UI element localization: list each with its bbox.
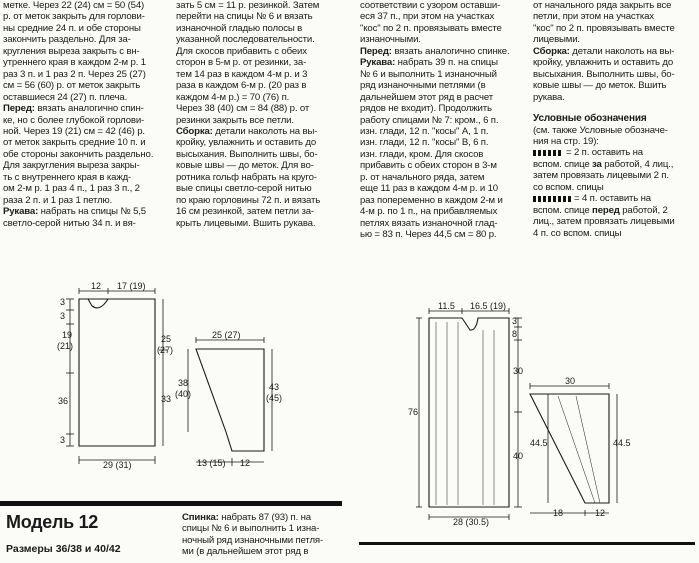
text-line: рукава. — [533, 91, 565, 103]
text-line: кругления выреза закрыть с вн- — [3, 45, 140, 57]
text-line: от начального ряда закрыть все — [533, 0, 672, 11]
svg-text:30: 30 — [565, 376, 576, 386]
svg-text:44.5: 44.5 — [613, 438, 631, 448]
text-line: изн. глади, 12 п. "косы" В, 6 п. — [360, 137, 489, 149]
text-line: Через 38 (40) см = 84 (88) р. от — [176, 103, 310, 115]
text-line: ью = 83 п. Через 44,5 см = 80 р. — [360, 229, 497, 241]
text-line: Для закругления выреза закры- — [3, 160, 140, 172]
text-line: ны средние 24 п. и обе стороны — [3, 22, 141, 34]
text-line: рядов не входит). Продолжить — [360, 103, 492, 115]
svg-text:12: 12 — [595, 508, 606, 518]
svg-text:30: 30 — [513, 366, 524, 376]
model-title: Модель 12 — [6, 512, 99, 532]
text-line: светло-серой нитью 34 п. и вя- — [3, 217, 136, 229]
text-line: крыть лицевыми. Вшить рукава. — [176, 217, 316, 229]
svg-text:18: 18 — [553, 508, 564, 518]
text-line: Для скосов прибавить с обеих — [176, 45, 307, 57]
model-sizes: Размеры 36/38 и 40/42 — [6, 543, 121, 555]
svg-text:3: 3 — [60, 435, 66, 445]
text-line: "кос" по 2 п. провязывать вместе — [360, 22, 502, 34]
svg-text:33: 33 — [161, 394, 172, 404]
text-line: метке. Через 22 (24) см = 50 (54) — [3, 0, 145, 11]
text-line: р. от начального ряда, затем — [360, 171, 485, 183]
text-line: ной. Через 19 (21) см = 42 (46) р. — [3, 125, 145, 137]
text-line: кройку, увлажнить и оставить до — [176, 137, 317, 149]
svg-text:(27): (27) — [157, 345, 174, 355]
legend-title: Условные обозначения — [533, 113, 647, 125]
text-line: ом 2-м р. 1 раз 4 п., 1 раз 3 п., 2 — [3, 183, 140, 195]
text-line: соответствии с узором оставши- — [360, 0, 501, 11]
text-line: работу спицами № 7: кром., 6 п. — [360, 114, 499, 126]
legend-note-2: ния на стр. 19): — [533, 135, 599, 147]
svg-text:12: 12 — [240, 458, 251, 468]
svg-text:3: 3 — [512, 316, 518, 326]
text-line: указанной последовательности. — [176, 34, 315, 46]
text-line: раз попеременно в каждом 2-м и — [360, 194, 503, 206]
text-line: изн. глади, 12 п. "косы" А, 1 п. — [360, 125, 489, 137]
text-line: № 6 и выполнить 1 изнаночный — [360, 68, 497, 80]
svg-text:43: 43 — [269, 382, 280, 392]
text-line: еще 11 раз в каждом 4-м р. и 10 — [360, 183, 498, 195]
text-line: 4-м р. по 1 п., на прибавляемых — [360, 206, 498, 218]
text-line: каждом 4-м р.) = 70 (76) п. — [176, 91, 290, 103]
text-line: лицевыми. — [533, 34, 580, 46]
text-line: от меток закрыть средние 10 п. и — [3, 137, 146, 149]
text-line: кройку, увлажнить и оставить до — [533, 57, 674, 69]
svg-text:36: 36 — [58, 396, 69, 406]
svg-text:13 (15): 13 (15) — [197, 458, 226, 468]
text-line: высыхания. Выполнить швы, бо- — [533, 68, 675, 80]
legend-note: (см. также Условные обозначе- — [533, 124, 668, 136]
svg-text:29 (31): 29 (31) — [103, 460, 132, 470]
text-column-4: от начального ряда закрыть все петли, при этом на участках "кос" по 2 п. провязывать вместе лицевыми. Сборка: детали наколоть на вы- кройку, увлажнить и оставить до высыхания. Выполнить швы, бо- ковые швы — до меток. Вшить рукава. Условные обозначения (см. также Условные обозначе- ния на стр. 19): = 2 п. оставить на вспом. спице за работой, 4 лиц., затем провязать лицевыми 2 п. со вспом. спицы = 4 п. оставить на вспом. спице перед работой, 2 лиц., затем провязать лицевыми 4 п. со вспом. спицы — [533, 0, 696, 239]
text-line: изн. глади, кром. Для скосов — [360, 148, 484, 160]
left-schematic — [66, 288, 272, 466]
text-line: петли, при этом на участках — [533, 11, 654, 23]
svg-text:44.5: 44.5 — [530, 438, 548, 448]
text-line: тем 14 раз в каждом 4-м р. и 3 — [176, 68, 308, 80]
text-line: прибавить с обеих сторон в 3-м — [360, 160, 497, 172]
svg-text:11.5: 11.5 — [438, 301, 455, 311]
text-line: ночный ряд изнаночными петля- — [182, 534, 323, 546]
right-schematic — [416, 308, 617, 520]
text-line: ке, но с более глубокой горлови- — [3, 114, 145, 126]
left-schematic-labels — [57, 281, 282, 470]
svg-text:25 (27): 25 (27) — [212, 330, 241, 340]
text-line: Рукава: набрать на спицы № 5,5 — [3, 206, 146, 218]
text-line: резинки закрыть все петли. — [176, 114, 294, 126]
text-line: петлях вязать изнаночной глад- — [360, 217, 498, 229]
sleeve-outline — [196, 349, 264, 451]
text-line: Сборка: детали наколоть на вы- — [533, 45, 675, 57]
text-line: Перед: вязать аналогично спин- — [3, 103, 144, 115]
text-line: высыхания. Выполнить швы, бо- — [176, 148, 318, 160]
text-line: перейти на спицы № 6 и вязать — [176, 11, 313, 23]
text-line: изнаночными. — [360, 34, 421, 46]
text-line: раз 3 п. и 1 раз 2 п. Через 25 (27) — [3, 68, 146, 80]
svg-text:8: 8 — [512, 329, 518, 339]
text-line: дальнейшем этот ряд в расчет — [360, 91, 493, 103]
svg-text:40: 40 — [513, 451, 524, 461]
text-line: ковые швы — до меток. Для во- — [176, 160, 314, 172]
text-line: "кос" по 2 п. провязывать вместе — [533, 22, 675, 34]
text-line: ть с внутреннего края в кажд- — [3, 171, 132, 183]
right-schematic-labels — [408, 301, 631, 527]
svg-text:17 (19): 17 (19) — [117, 281, 146, 291]
body-outline — [79, 299, 155, 446]
svg-text:12: 12 — [91, 281, 102, 291]
front-sleeve-outline — [530, 394, 609, 503]
svg-text:3: 3 — [60, 297, 66, 307]
text-line: оставшиеся 24 (27) п. плеча. — [3, 91, 128, 103]
text-line: зать 5 см = 11 р. резинкой. Затем — [176, 0, 320, 11]
text-line: утреннего края в каждом 2-м р. 1 — [3, 57, 146, 69]
text-line: ряд изнаночными петлями (в — [360, 80, 486, 92]
svg-text:19: 19 — [62, 330, 73, 340]
text-line: ми (в дальнейшем этот ряд в — [182, 546, 309, 558]
text-line: р. от меток закрыть для горлови- — [3, 11, 145, 23]
legend-item-1: = 2 п. оставить на — [533, 147, 696, 158]
text-line: изнаночной гладью полосы в — [176, 22, 303, 34]
text-line: 16 см резинкой, затем петли за- — [176, 206, 314, 218]
text-line: по краю горловины 72 п. и вязать — [176, 194, 321, 206]
svg-text:76: 76 — [408, 407, 419, 417]
svg-text:(45): (45) — [266, 393, 283, 403]
text-line: Перед: вязать аналогично спинке. — [360, 45, 510, 57]
text-line: раза в каждом 6-м р. (20 раз в — [176, 80, 307, 92]
text-line: Спинка: набрать 87 (93) п. на — [182, 512, 311, 523]
front-body-outline — [429, 318, 509, 507]
text-line: Сборка: детали наколоть на вы- — [176, 125, 318, 137]
text-line: вые спицы светло-серой нитью — [176, 183, 312, 195]
svg-text:28 (30.5): 28 (30.5) — [453, 517, 490, 527]
text-line: Рукава: набрать 39 п. на спицы — [360, 57, 498, 69]
legend-item-2: = 4 п. оставить на — [533, 193, 696, 204]
svg-text:16.5 (19): 16.5 (19) — [470, 301, 507, 311]
svg-text:38: 38 — [178, 378, 189, 388]
text-line: сторон в 5-м р. от резинки, за- — [176, 57, 307, 69]
svg-text:3: 3 — [60, 311, 66, 321]
svg-text:25: 25 — [161, 334, 172, 344]
svg-text:(40): (40) — [175, 389, 192, 399]
text-line: ротника гольф набрать на круго- — [176, 171, 317, 183]
svg-text:(21): (21) — [57, 341, 74, 351]
text-line: еся 37 п., при этом на участках — [360, 11, 495, 23]
text-line: раза 2 п. и 1 раз 1 петлю. — [3, 194, 113, 206]
text-line: спицы № 6 и выполнить 1 изна- — [182, 523, 320, 535]
text-line: закончить раздельно. Для за- — [3, 34, 131, 46]
text-line: см = 56 (60) р. от меток закрыть — [3, 80, 141, 92]
text-line: обе стороны закончить раздельно. — [3, 148, 154, 160]
text-line: ковые швы — до меток. Вшить — [533, 80, 667, 92]
